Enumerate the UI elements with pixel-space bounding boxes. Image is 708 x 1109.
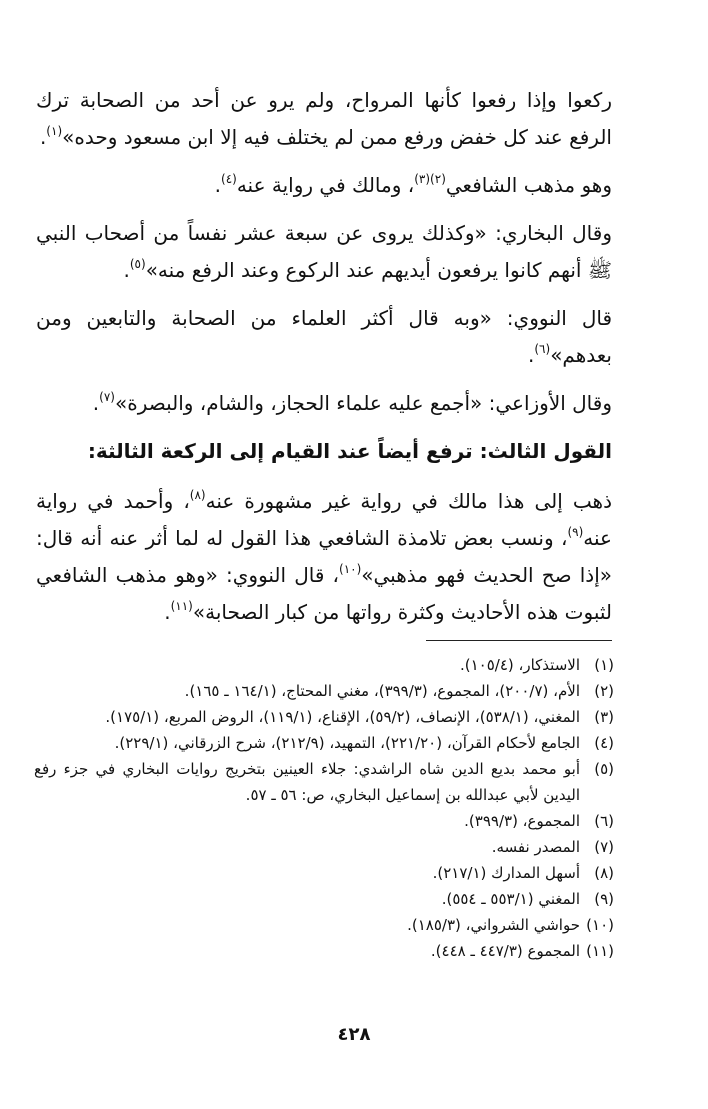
- footnote-divider: [426, 640, 612, 641]
- footnote-item: [34, 808, 614, 834]
- footnote-text: المجموع، (٣٩٩/٣).: [464, 812, 580, 830]
- footnote-ref[interactable]: (٩): [567, 525, 584, 539]
- footnote-ref[interactable]: (٤): [221, 172, 237, 186]
- footnote-text: المجموع (٤٤٧/٣ ـ ٤٤٨).: [430, 942, 580, 960]
- paragraph-3: وقال البخاري: «وكذلك يروى عن سبعة عشر نفساً من أصحاب النبي ﷺ أنهم كانوا يرفعون أيديهم عند الركوع وعند الرفع منه»$^{(٥)}$.: [36, 221, 612, 282]
- section-heading: القول الثالث: ترفع أيضاً عند القيام إلى الركعة الثالثة:: [87, 439, 612, 463]
- footnote-item: [34, 938, 614, 964]
- paragraph-6: ذهب إلى هذا مالك في رواية غير مشهورة عنه$^{(٨)}$، وأحمد في رواية عنه$^{(٩)}$، ونسب بعض تلامذة الشافعي هذا القول له لما أثر عنه أنه قال: «إذا صح الحديث فهو مذهبي»$^{(١٠)}$، قال النووي: «وهو مذهب الشافعي لثبوت هذه الأحاديث وكثرة رواتها من كبار الصحابة»$^{(١١)}$.: [36, 488, 613, 624]
- footnote-item: [34, 860, 614, 886]
- paragraph-2: وهو مذهب الشافعي$^{(٢)(٣)}$، ومالك في رواية عنه$^{(٤)}$.: [214, 172, 612, 197]
- footnote-number: (٧): [594, 838, 614, 856]
- footnote-text: المغني، (٥٣٨/١)، الإنصاف، (٥٩/٢)، الإقناع، (١١٩/١)، الروض المربع، (١٧٥/١).: [105, 708, 580, 726]
- paragraph-1: ركعوا وإذا رفعوا كأنها المرواح، ولم يرو عن أحد من الصحابة ترك الرفع عند كل خفض ورفع ممن لم يختلف فيه إلا ابن مسعود وحده»$^{(١)}$.: [36, 88, 612, 149]
- footnote-number: (٥): [594, 760, 614, 778]
- footnotes: [34, 652, 614, 964]
- footnote-text: المغني (٥٥٣/١ ـ ٥٥٤).: [441, 890, 580, 908]
- footnote-ref[interactable]: (٦): [534, 342, 551, 356]
- footnote-ref[interactable]: (٧): [99, 390, 115, 404]
- footnote-item: [34, 730, 614, 756]
- footnote-text: أبو محمد بديع الدين شاه الراشدي: جلاء العينين بتخريج روايات البخاري في جزء رفع اليدين لأبي عبدالله بن إسماعيل البخاري، ص: ٥٦ ـ ٥٧.: [34, 760, 580, 804]
- footnote-text: أسهل المدارك (٢١٧/١).: [432, 864, 580, 882]
- footnote-ref[interactable]: (٨): [189, 488, 206, 502]
- footnote-ref[interactable]: (٥): [129, 257, 146, 271]
- footnote-number: (٤): [594, 734, 614, 752]
- footnote-item: [34, 652, 614, 678]
- footnote-number: (٨): [594, 864, 614, 882]
- footnote-number: (٦): [594, 812, 614, 830]
- footnote-item: [34, 704, 614, 730]
- footnote-ref[interactable]: (١١): [170, 599, 193, 613]
- footnote-ref[interactable]: (١): [46, 124, 63, 138]
- footnote-item: [34, 834, 614, 860]
- footnote-number: (٩): [594, 890, 614, 908]
- main-text: [36, 82, 612, 642]
- footnote-number: (١٠): [586, 916, 614, 934]
- footnote-text: الاستذكار، (١٠٥/٤).: [459, 656, 580, 674]
- footnote-number: (١١): [586, 942, 614, 960]
- footnote-text: المصدر نفسه.: [491, 838, 580, 856]
- paragraph-4: قال النووي: «وبه قال أكثر العلماء من الصحابة والتابعين ومن بعدهم»$^{(٦)}$.: [36, 306, 612, 367]
- footnote-number: (٢): [594, 682, 614, 700]
- footnote-number: (١): [594, 656, 614, 674]
- footnote-ref[interactable]: (١٠): [339, 562, 362, 576]
- footnote-item: [34, 756, 614, 808]
- paragraph-5: وقال الأوزاعي: «أجمع عليه علماء الحجاز، والشام، والبصرة»$^{(٧)}$.: [92, 390, 612, 415]
- footnote-item: [34, 886, 614, 912]
- footnote-ref[interactable]: (٢)(٣): [414, 172, 446, 186]
- footnote-number: (٣): [594, 708, 614, 726]
- footnote-text: حواشي الشرواني، (١٨٥/٣).: [407, 916, 580, 934]
- footnote-text: الأم، (٢٠٠/٧)، المجموع، (٣٩٩/٣)، مغني المحتاج، (١٦٤/١ ـ ١٦٥).: [184, 682, 580, 700]
- page-number: ٤٢٨: [337, 1024, 371, 1045]
- footnote-item: [34, 678, 614, 704]
- footnote-item: [34, 912, 614, 938]
- footnote-text: الجامع لأحكام القرآن، (٢٢١/٢٠)، التمهيد، (٢١٢/٩)، شرح الزرقاني، (٢٢٩/١).: [114, 734, 580, 752]
